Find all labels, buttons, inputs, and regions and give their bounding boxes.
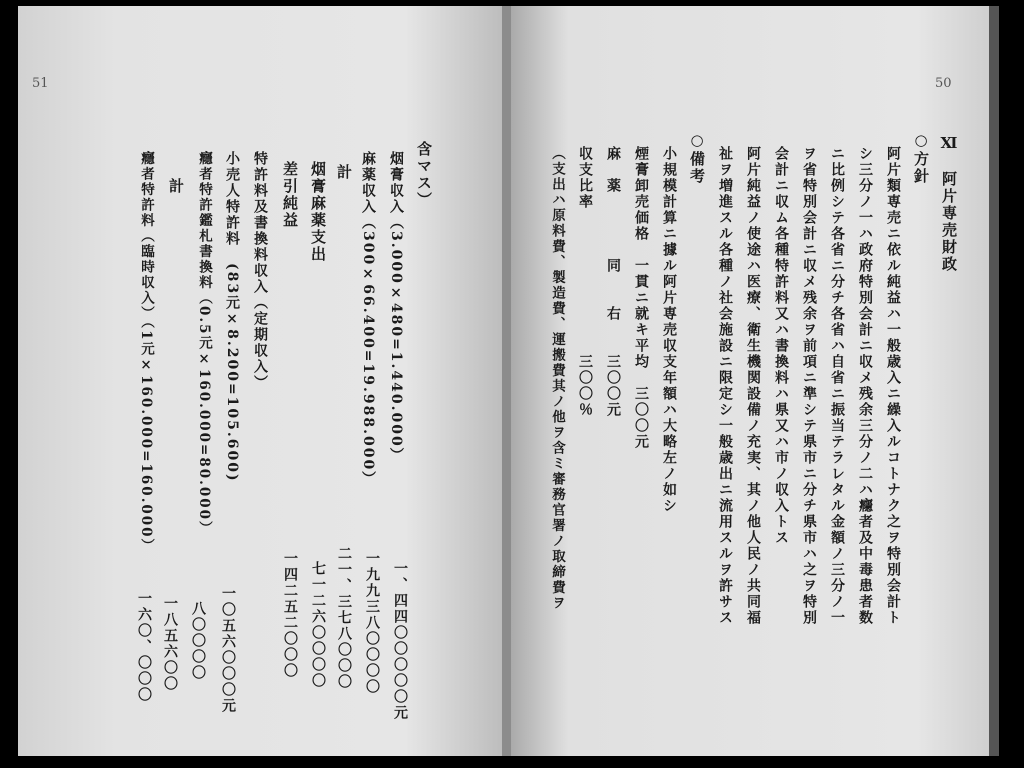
amount: 八〇〇〇〇 <box>190 601 206 681</box>
amount: 一六〇、〇〇〇 <box>136 591 152 703</box>
text-column: 阿片純益ノ使途ハ医療、衛生機関設備ノ充実、其ノ他人民ノ共同福 <box>745 146 761 626</box>
text-column: 麻薬収入（300×66.400=19.988.000） <box>360 151 376 488</box>
text-column: 癮者特許料（臨時収入）（1元×160.000=160.000） <box>138 151 154 555</box>
heading-policy: ○方針 <box>912 131 930 185</box>
amount: 一四二五二〇〇〇 <box>282 551 298 679</box>
amount: 一、四四〇〇〇〇〇元 <box>392 561 408 721</box>
text-column: 特許料及書換料収入（定期収入） <box>252 151 268 391</box>
text-column: ヲ省特別会計ニ収メ残余ヲ前項ニ準シテ県市ニ分チ県市ハ之ヲ特別 <box>801 146 817 626</box>
page-number-right: 50 <box>935 76 952 91</box>
text-column: 差引純益 <box>281 161 299 229</box>
text-column: 計 <box>335 164 353 181</box>
text-column: 煙膏卸売価格 一貫ニ就キ平均 三〇〇元 <box>633 146 649 450</box>
amount: 一八五六〇〇 <box>162 596 178 692</box>
text-column: 会計ニ収ム各種特許料又ハ書換料ハ県又ハ市ノ収入トス <box>773 146 789 546</box>
text-column: 小規模計算ニ據ル阿片専売収支年額ハ大略左ノ如シ <box>661 146 677 514</box>
text-column: （支出ハ原料費、製造費、運搬費其ノ他ヲ含ミ審務官署ノ取締費ヲ <box>549 146 565 611</box>
text-column: 祉ヲ増進スル各種ノ社会施設ニ限定シ一般歳出ニ流用スルヲ許サス <box>717 146 733 626</box>
page-number-left: 51 <box>32 76 49 91</box>
text-column: シ三分ノ一ハ政府特別会計ニ収メ残余三分ノ二ハ癮者及中毒患者数 <box>857 146 873 626</box>
amount: 一九九三八〇〇〇〇 <box>364 551 380 695</box>
text-column: 麻 薬 同 右 三〇〇元 <box>605 146 621 418</box>
text-column: 烟膏麻薬支出 <box>309 161 327 263</box>
text-column: 阿片類専売ニ依ル純益ハ一般歳入ニ繰入ルコトナク之ヲ特別会計ト <box>885 146 901 626</box>
heading-notes: ○備考 <box>688 131 706 185</box>
text-column: 収支比率 三〇〇％ <box>577 146 593 418</box>
text-column: 烟膏収入（3.000×480=1.440.000） <box>388 151 404 464</box>
text-column: 癮者特許鑑札書換料（0.5元×160.000=80.000） <box>196 151 212 537</box>
amount: 二一、三七八〇〇〇 <box>336 546 352 690</box>
text-column: 小売人特許料 (83元×8.200=105.600) <box>224 151 240 483</box>
text-column: ニ比例シテ各省ニ分チ各省ハ自省ニ振当テラレタル金額ノ三分ノ一 <box>829 146 845 626</box>
text-column: 含マス） <box>415 141 433 209</box>
amount: 一〇五六〇〇〇元 <box>220 586 236 714</box>
left-page <box>18 6 502 756</box>
amount: 七一二六〇〇〇〇 <box>310 561 326 689</box>
right-page <box>511 6 989 756</box>
section-title: Ⅺ 阿片専売財政 <box>940 134 958 273</box>
text-column: 計 <box>167 178 185 195</box>
